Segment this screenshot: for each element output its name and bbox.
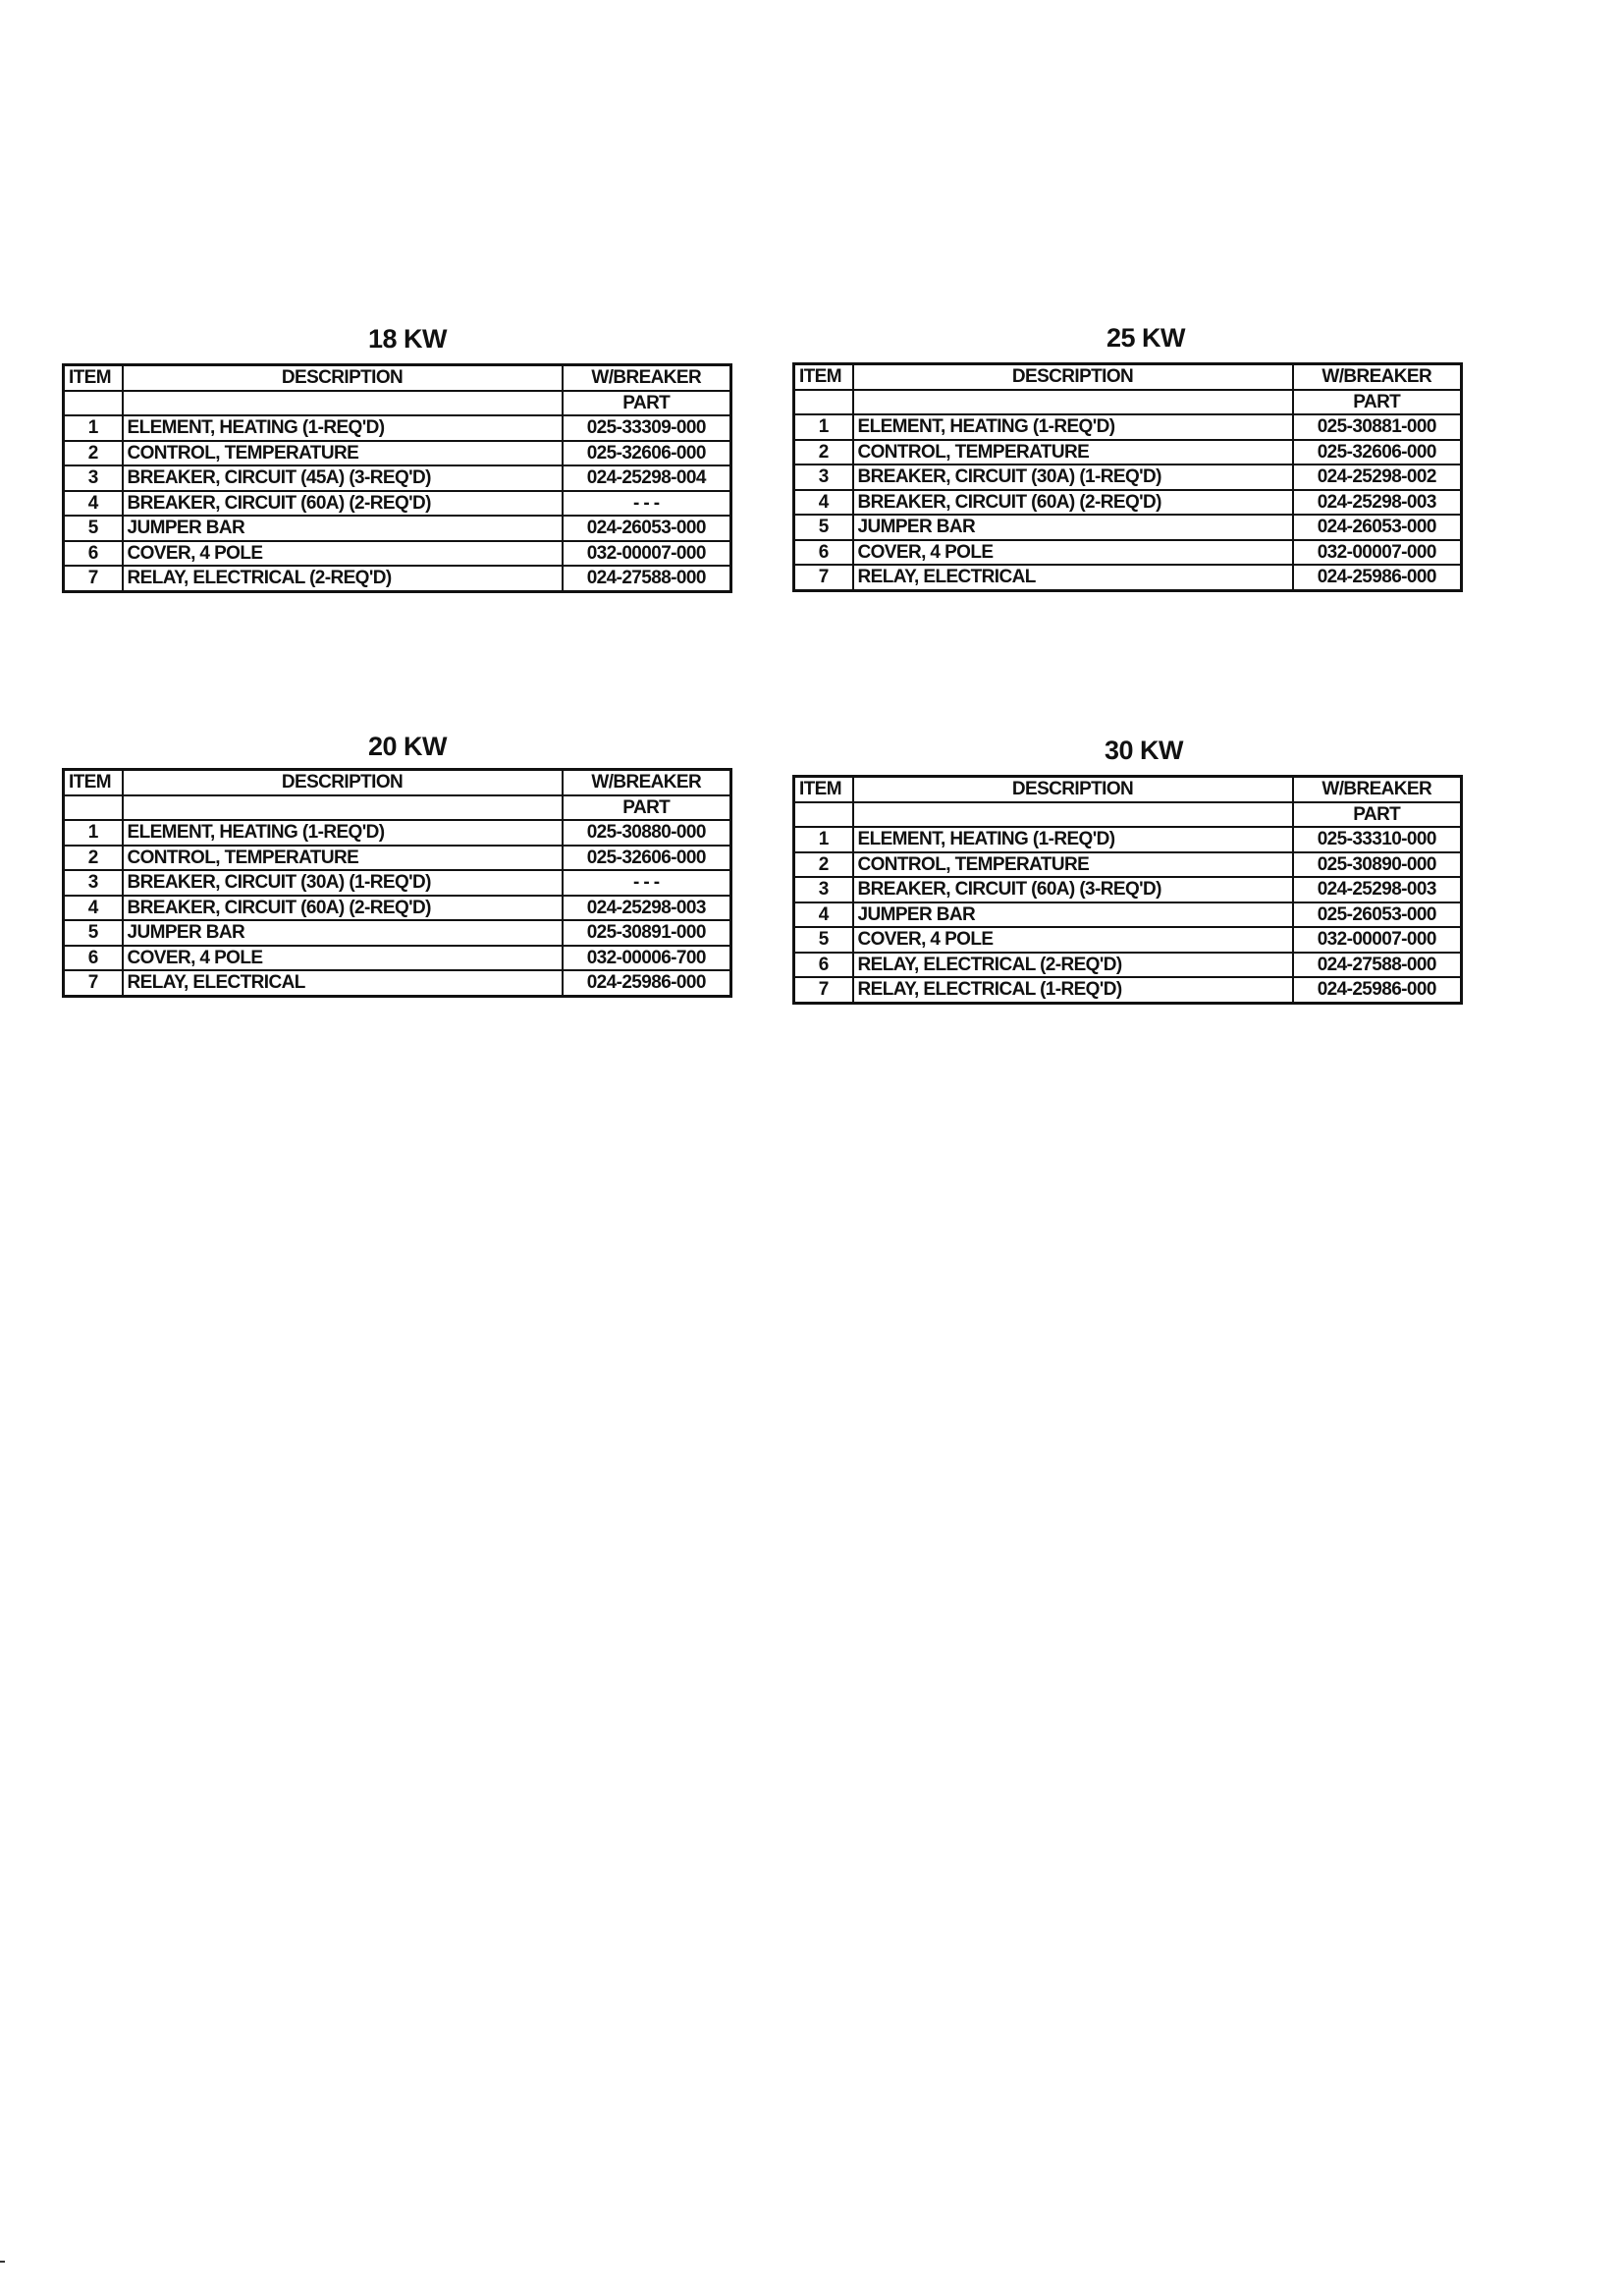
item-number: 2 [64, 846, 123, 871]
part-header-line2: PART [1293, 390, 1462, 415]
item-description: ELEMENT, HEATING (1-REQ'D) [123, 415, 563, 441]
item-number: 3 [794, 877, 853, 902]
item-header: ITEM [794, 777, 853, 802]
description-header: DESCRIPTION [853, 777, 1293, 802]
part-number: 024-27588-000 [563, 566, 731, 591]
part-header-line2: PART [563, 391, 731, 416]
item-number: 6 [64, 946, 123, 971]
part-number: 024-25986-000 [1293, 565, 1462, 590]
item-description: JUMPER BAR [123, 516, 563, 541]
part-number: 024-25298-003 [563, 896, 731, 921]
item-number: 6 [794, 953, 853, 978]
part-number: 024-27588-000 [1293, 953, 1462, 978]
table-title: 25 KW [1106, 323, 1186, 353]
empty-cell [853, 802, 1293, 828]
part-number: 025-30880-000 [563, 820, 731, 846]
item-header: ITEM [64, 365, 123, 391]
item-description: RELAY, ELECTRICAL (1-REQ'D) [853, 977, 1293, 1003]
item-number: 3 [64, 870, 123, 896]
part-number: 024-25298-004 [563, 465, 731, 491]
table-row [794, 465, 1462, 490]
item-number: 6 [794, 540, 853, 566]
item-number: 7 [64, 566, 123, 591]
empty-cell [123, 391, 563, 416]
table-row [64, 541, 731, 567]
empty-cell [853, 390, 1293, 415]
item-number: 4 [794, 902, 853, 928]
part-header-line1: W/BREAKER [563, 770, 731, 795]
item-description: RELAY, ELECTRICAL [123, 970, 563, 996]
part-number: 032-00007-000 [1293, 540, 1462, 566]
item-header: ITEM [64, 770, 123, 795]
header-row [794, 390, 1462, 415]
item-description: CONTROL, TEMPERATURE [853, 440, 1293, 465]
item-description: ELEMENT, HEATING (1-REQ'D) [123, 820, 563, 846]
item-description: JUMPER BAR [853, 902, 1293, 928]
item-number: 7 [794, 977, 853, 1003]
part-number: 024-25298-003 [1293, 490, 1462, 516]
item-number: 2 [794, 440, 853, 465]
item-description: COVER, 4 POLE [123, 946, 563, 971]
part-number: 024-25986-000 [1293, 977, 1462, 1003]
part-header-line1: W/BREAKER [1293, 777, 1462, 802]
empty-cell [794, 802, 853, 828]
item-number: 5 [794, 927, 853, 953]
part-number: 025-33309-000 [563, 415, 731, 441]
part-number: 024-26053-000 [1293, 515, 1462, 540]
item-description: BREAKER, CIRCUIT (60A) (2-REQ'D) [123, 896, 563, 921]
item-number: 3 [794, 465, 853, 490]
table-row [794, 877, 1462, 902]
table-title: 18 KW [367, 324, 448, 354]
part-number: 025-26053-000 [1293, 902, 1462, 928]
part-number: 025-32606-000 [563, 441, 731, 466]
item-number: 4 [64, 896, 123, 921]
table-row [794, 540, 1462, 566]
item-description: RELAY, ELECTRICAL [853, 565, 1293, 590]
part-number: 032-00007-000 [563, 541, 731, 567]
part-number: 024-25298-002 [1293, 465, 1462, 490]
item-number: 4 [794, 490, 853, 516]
table-row [64, 970, 731, 996]
table-row [794, 953, 1462, 978]
item-description: RELAY, ELECTRICAL (2-REQ'D) [123, 566, 563, 591]
part-number: 025-30890-000 [1293, 852, 1462, 878]
header-row [794, 364, 1462, 390]
table-row [794, 565, 1462, 590]
item-number: 1 [64, 415, 123, 441]
part-number: 032-00006-700 [563, 946, 731, 971]
table-row [64, 870, 731, 896]
table-title: 30 KW [1104, 736, 1184, 765]
parts-table [62, 363, 732, 593]
item-description: CONTROL, TEMPERATURE [853, 852, 1293, 878]
table-row [64, 491, 731, 517]
item-number: 5 [794, 515, 853, 540]
item-number: 3 [64, 465, 123, 491]
part-header-line1: W/BREAKER [563, 365, 731, 391]
item-description: RELAY, ELECTRICAL (2-REQ'D) [853, 953, 1293, 978]
part-number: - - - [563, 491, 731, 517]
item-number: 7 [64, 970, 123, 996]
part-number: 032-00007-000 [1293, 927, 1462, 953]
item-number: 1 [794, 414, 853, 440]
header-row [64, 770, 731, 795]
part-number: 024-25298-003 [1293, 877, 1462, 902]
item-description: CONTROL, TEMPERATURE [123, 441, 563, 466]
header-row [794, 802, 1462, 828]
table-row [794, 927, 1462, 953]
parts-table-25kw [792, 323, 1460, 592]
description-header: DESCRIPTION [123, 365, 563, 391]
item-number: 1 [64, 820, 123, 846]
item-number: 2 [794, 852, 853, 878]
item-number: 5 [64, 516, 123, 541]
parts-table-30kw [792, 736, 1460, 1005]
item-header: ITEM [794, 364, 853, 390]
item-number: 1 [794, 827, 853, 852]
table-row [794, 414, 1462, 440]
table-row [64, 920, 731, 946]
part-header-line2: PART [1293, 802, 1462, 828]
empty-cell [794, 390, 853, 415]
part-number: 025-32606-000 [1293, 440, 1462, 465]
item-description: BREAKER, CIRCUIT (60A) (2-REQ'D) [853, 490, 1293, 516]
table-title: 20 KW [367, 732, 448, 761]
table-row [64, 820, 731, 846]
item-description: CONTROL, TEMPERATURE [123, 846, 563, 871]
part-number: 025-30891-000 [563, 920, 731, 946]
item-number: 2 [64, 441, 123, 466]
table-row [64, 516, 731, 541]
part-number: 025-32606-000 [563, 846, 731, 871]
part-number: 025-30881-000 [1293, 414, 1462, 440]
table-row [794, 515, 1462, 540]
table-row [794, 852, 1462, 878]
item-number: 4 [64, 491, 123, 517]
item-number: 7 [794, 565, 853, 590]
table-row [794, 902, 1462, 928]
description-header: DESCRIPTION [123, 770, 563, 795]
item-description: COVER, 4 POLE [853, 540, 1293, 566]
item-number: 6 [64, 541, 123, 567]
part-number: 024-26053-000 [563, 516, 731, 541]
item-description: ELEMENT, HEATING (1-REQ'D) [853, 827, 1293, 852]
item-description: COVER, 4 POLE [853, 927, 1293, 953]
item-description: COVER, 4 POLE [123, 541, 563, 567]
scan-mark [0, 2261, 5, 2263]
part-number: 025-33310-000 [1293, 827, 1462, 852]
item-description: BREAKER, CIRCUIT (60A) (3-REQ'D) [853, 877, 1293, 902]
empty-cell [64, 795, 123, 821]
part-number: - - - [563, 870, 731, 896]
table-row [64, 896, 731, 921]
empty-cell [64, 391, 123, 416]
item-description: BREAKER, CIRCUIT (30A) (1-REQ'D) [123, 870, 563, 896]
parts-table-20kw [62, 732, 729, 998]
table-row [64, 415, 731, 441]
table-row [64, 465, 731, 491]
item-number: 5 [64, 920, 123, 946]
table-row [794, 827, 1462, 852]
table-row [64, 946, 731, 971]
item-description: ELEMENT, HEATING (1-REQ'D) [853, 414, 1293, 440]
table-row [794, 490, 1462, 516]
part-header-line2: PART [563, 795, 731, 821]
header-row [794, 777, 1462, 802]
header-row [64, 795, 731, 821]
item-description: BREAKER, CIRCUIT (30A) (1-REQ'D) [853, 465, 1293, 490]
table-row [794, 440, 1462, 465]
parts-table [62, 768, 732, 998]
item-description: JUMPER BAR [853, 515, 1293, 540]
parts-table [792, 362, 1463, 592]
table-row [64, 566, 731, 591]
description-header: DESCRIPTION [853, 364, 1293, 390]
table-row [64, 846, 731, 871]
table-row [64, 441, 731, 466]
part-header-line1: W/BREAKER [1293, 364, 1462, 390]
item-description: BREAKER, CIRCUIT (45A) (3-REQ'D) [123, 465, 563, 491]
table-row [794, 977, 1462, 1003]
item-description: BREAKER, CIRCUIT (60A) (2-REQ'D) [123, 491, 563, 517]
parts-table-18kw [62, 324, 729, 593]
parts-table [792, 775, 1463, 1005]
header-row [64, 391, 731, 416]
header-row [64, 365, 731, 391]
empty-cell [123, 795, 563, 821]
item-description: JUMPER BAR [123, 920, 563, 946]
part-number: 024-25986-000 [563, 970, 731, 996]
